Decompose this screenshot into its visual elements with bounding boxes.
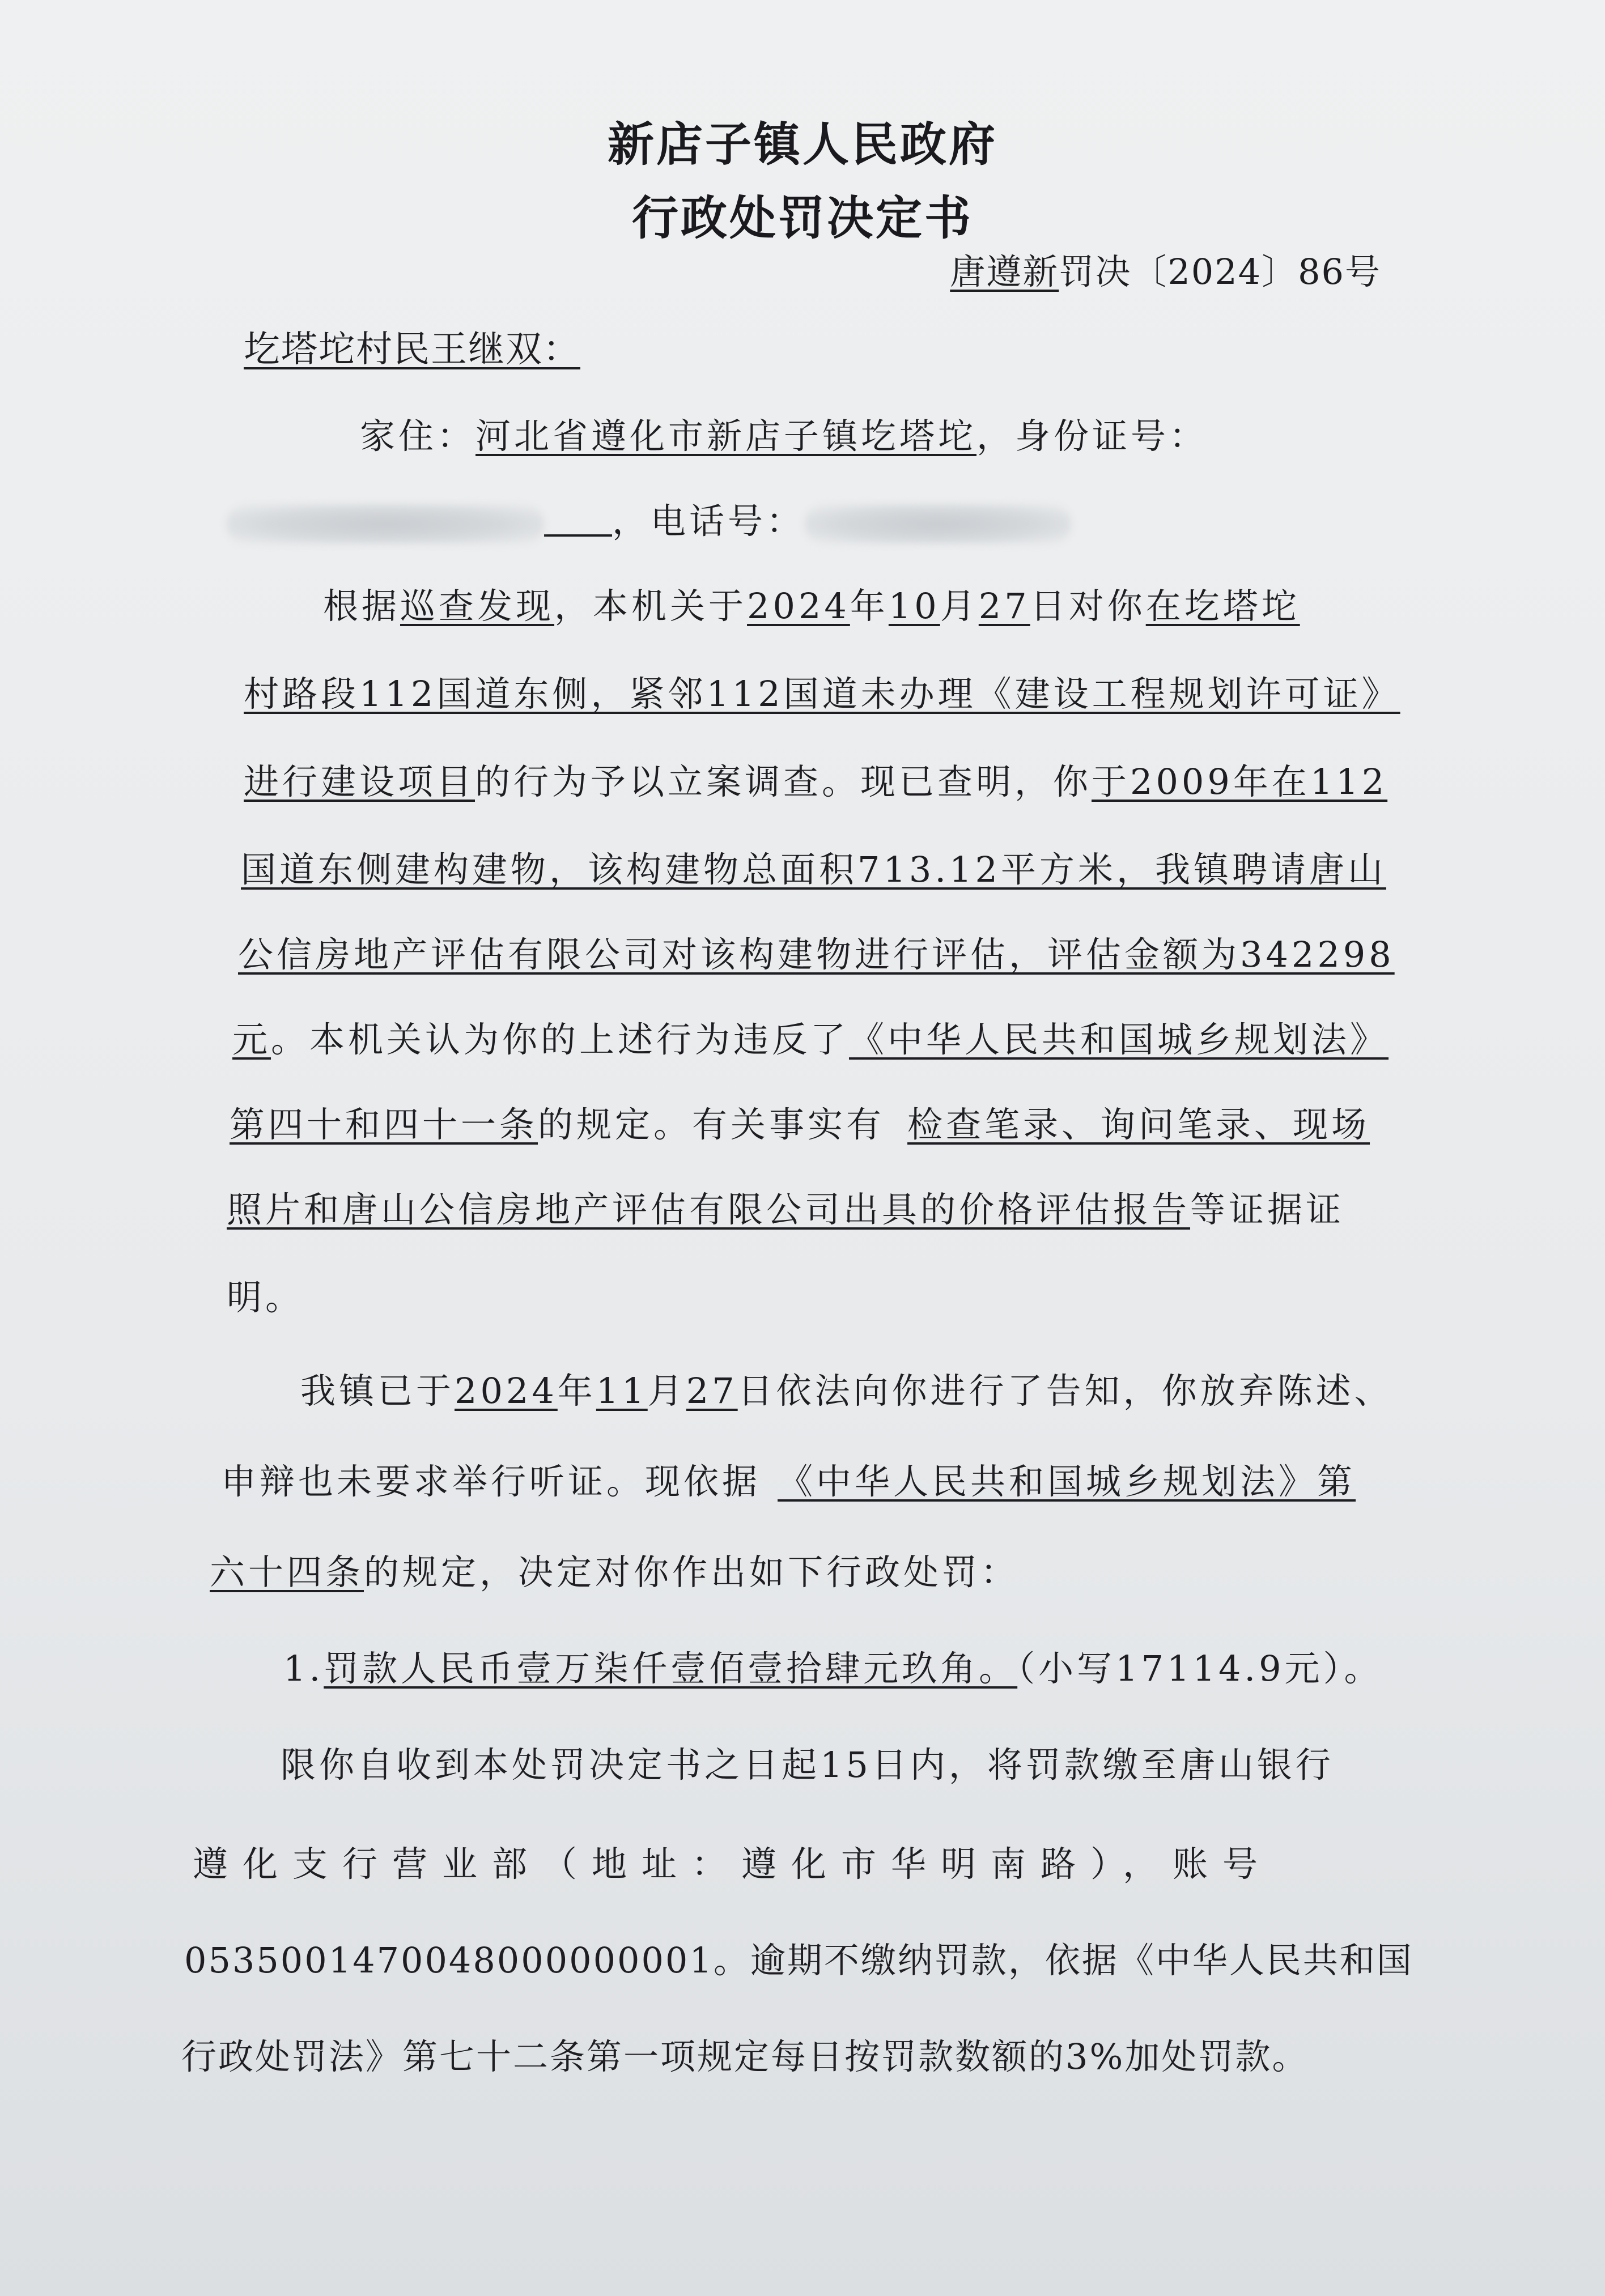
- address-value: 河北省遵化市新店子镇圪塔坨: [475, 415, 977, 457]
- year-value: 2024: [747, 585, 850, 627]
- docno-rest: 罚决〔2024〕86号: [1059, 251, 1381, 292]
- text: 年: [557, 1370, 596, 1411]
- address-label: 家住：: [360, 415, 476, 457]
- text: 日依法向你进行了告知，你放弃陈述、: [737, 1370, 1393, 1411]
- text: 的行为予以立案调查。现已查明，你: [475, 761, 1092, 802]
- year-value: 2024: [455, 1370, 558, 1411]
- para1-line7: [230, 1096, 1370, 1147]
- para1-line3: [244, 754, 1387, 804]
- para1-line5: 公信房地产评估有限公司对该构建物进行评估，评估金额为342298: [238, 934, 1395, 975]
- month-value: 11: [596, 1370, 648, 1411]
- day-value: 27: [978, 585, 1030, 627]
- text: 年: [850, 585, 889, 627]
- fine-amount-words: 罚款人民币壹万柒仟壹佰壹拾肆元玖角。: [324, 1648, 1018, 1689]
- text: 根据: [323, 585, 401, 627]
- para2-line1: [300, 1363, 1393, 1413]
- para4-line4: 行政处罚法》第七十二条第一项规定每日按罚款数额的3%加处罚款。: [181, 2036, 1309, 2077]
- para1-line6: [232, 1011, 1389, 1062]
- para1-line1: [323, 578, 1300, 628]
- para4-line3: 0535001470048000000001。逾期不缴纳罚款，依据《中华人民共和国: [184, 1940, 1413, 1981]
- evidence-value-cont: 照片和唐山公信房地产评估有限公司出具的价格评估报告: [227, 1189, 1191, 1230]
- fine-amount-digits: （小写17114.9元）。: [1017, 1648, 1383, 1689]
- document-number: [950, 244, 1381, 294]
- text: 我镇已于: [300, 1370, 455, 1411]
- law-value: 《中华人民共和国城乡规划法》第: [778, 1461, 1356, 1502]
- text: 月: [940, 585, 979, 627]
- source-value: 巡查发现: [400, 585, 555, 627]
- redacted-phone-blur: [805, 504, 1071, 544]
- penalty-item: [283, 1640, 1383, 1691]
- id-underline: [544, 512, 612, 537]
- phone-label: ，电话号：: [612, 500, 805, 542]
- para2-line3: [210, 1544, 1019, 1595]
- article-value: 第四十和四十一条: [230, 1104, 538, 1145]
- article-value: 六十四条: [210, 1551, 364, 1593]
- text: 。本机关认为你的上述行为违反了: [271, 1019, 850, 1060]
- finding-value-end: 元: [232, 1019, 271, 1060]
- text: 日对你: [1030, 585, 1146, 627]
- doc-type-title: 行政处罚决定书: [631, 191, 973, 245]
- item-number: 1.: [283, 1648, 324, 1689]
- violation-value: 进行建设项目: [244, 761, 475, 802]
- day-value: 27: [686, 1370, 738, 1411]
- addressee: 圪塔坨村民王继双：: [244, 329, 580, 371]
- para1-line2: 村路段112国道东侧，紧邻112国道未办理《建设工程规划许可证》: [244, 673, 1400, 715]
- evidence-value: 检查笔录、询问笔录、现场: [907, 1104, 1370, 1145]
- text: 月: [647, 1370, 686, 1411]
- para4-line1: 限你自收到本处罚决定书之日起15日内，将罚款缴至唐山银行: [281, 1744, 1334, 1785]
- finding-value: 于2009年在112: [1092, 761, 1388, 802]
- text: 的规定。有关事实有: [538, 1104, 885, 1145]
- para1-line8: [227, 1181, 1344, 1232]
- text: 申辩也未要求举行听证。现依据: [221, 1461, 761, 1502]
- law-value: 《中华人民共和国城乡规划法》: [849, 1019, 1389, 1060]
- para1-line4: 国道东侧建构建物，该构建物总面积713.12平方米，我镇聘请唐山: [241, 849, 1386, 890]
- redacted-id-blur: [227, 504, 544, 544]
- docno-prefix: 唐遵新: [950, 251, 1059, 292]
- text: ，本机关于: [554, 585, 748, 627]
- text: 的规定，决定对你作出如下行政处罚：: [364, 1551, 1020, 1593]
- id-label: ，身份证号：: [976, 415, 1208, 457]
- address-line: [360, 408, 1208, 458]
- para1-line9: 明。: [227, 1277, 304, 1318]
- para4-line2: 遵化支行营业部（地址：遵化市华明南路），账号: [193, 1843, 1273, 1885]
- id-phone-line: [227, 493, 1071, 544]
- para2-line2: [221, 1453, 1356, 1504]
- org-title: 新店子镇人民政府: [607, 117, 997, 172]
- month-value: 10: [888, 585, 940, 627]
- text: 等证据证: [1190, 1189, 1345, 1230]
- location-value: 在圪塔坨: [1145, 585, 1300, 627]
